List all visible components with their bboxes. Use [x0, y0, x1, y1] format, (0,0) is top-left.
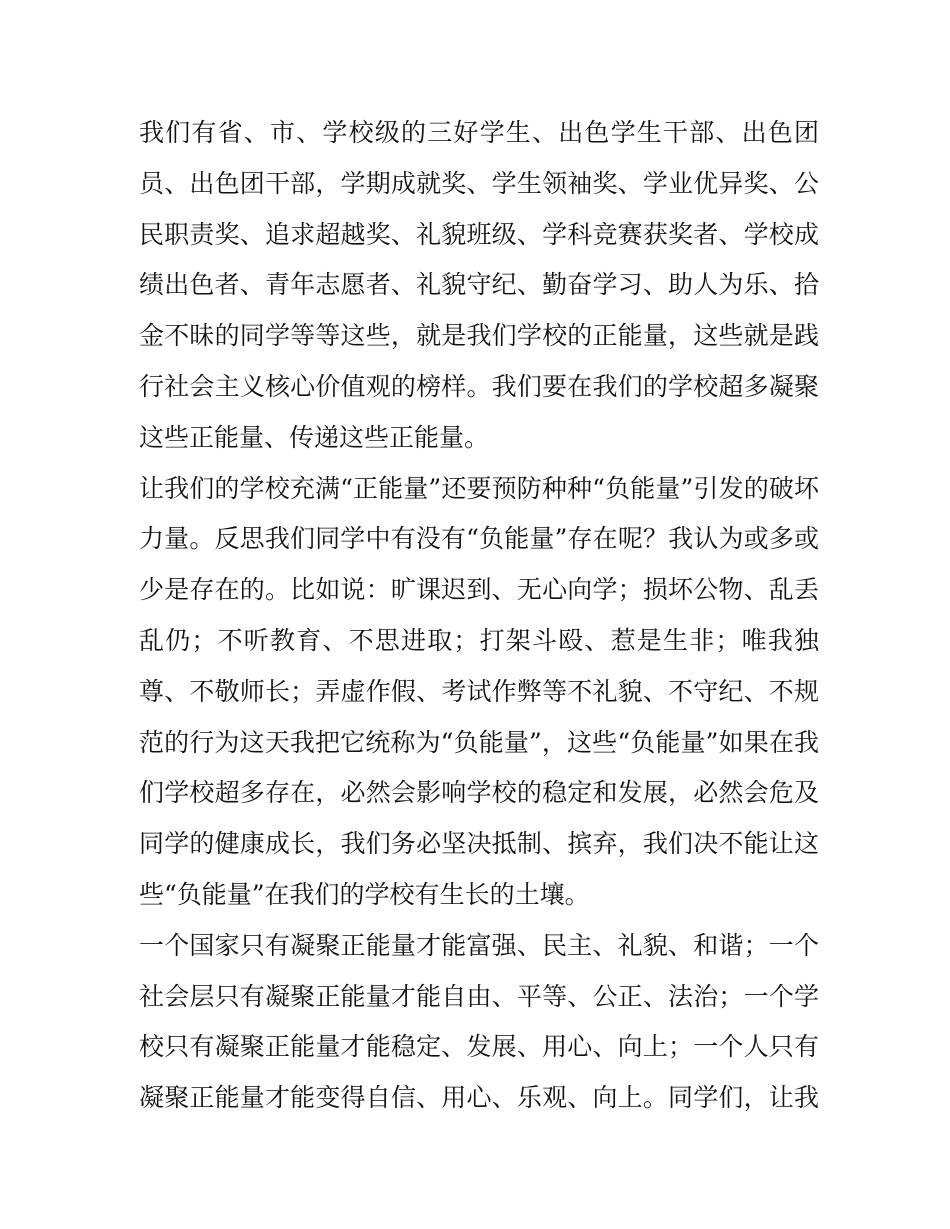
text-line: 金不昧的同学等等这些，就是我们学校的正能量，这些就是践: [139, 321, 819, 351]
text-line: 社会层只有凝聚正能量才能自由、平等、公正、法治；一个学: [139, 981, 819, 1011]
text-line: 一个国家只有凝聚正能量才能富强、民主、礼貌、和谐；一个: [139, 930, 819, 960]
text-line: 民职责奖、追求超越奖、礼貌班级、学科竞赛获奖者、学校成: [139, 219, 819, 249]
text-line: 乱仍；不听教育、不思进取；打架斗殴、惹是生非；唯我独: [139, 625, 819, 655]
text-line: 行社会主义核心价值观的榜样。我们要在我们的学校超多凝聚: [139, 371, 819, 401]
text-line: 们学校超多存在，必然会影响学校的稳定和发展，必然会危及: [139, 778, 819, 808]
text-line: 让我们的学校充满“正能量”还要预防种种“负能量”引发的破坏: [139, 473, 819, 503]
text-line: 些“负能量”在我们的学校有生长的土壤。: [139, 879, 590, 909]
text-line: 力量。反思我们同学中有没有“负能量”存在呢？我认为或多或: [139, 524, 819, 554]
text-line: 凝聚正能量才能变得自信、用心、乐观、向上。同学们，让我: [139, 1083, 819, 1113]
text-line: 员、出色团干部，学期成就奖、学生领袖奖、学业优异奖、公: [139, 168, 819, 198]
text-line: 我们有省、市、学校级的三好学生、出色学生干部、出色团: [139, 118, 819, 147]
text-line: 这些正能量、传递这些正能量。: [139, 422, 490, 452]
paragraph-positive-energy-examples: [139, 108, 819, 464]
text-line: 同学的健康成长，我们务必坚决抵制、摈弃，我们决不能让这: [139, 829, 819, 859]
text-line: 尊、不敬师长；弄虚作假、考试作弊等不礼貌、不守纪、不规: [139, 676, 819, 706]
paragraph-gather-positive-energy: [139, 921, 819, 1124]
document-body: [139, 108, 819, 1124]
text-line: 范的行为这天我把它统称为“负能量”，这些“负能量”如果在我: [139, 727, 819, 757]
text-line: 校只有凝聚正能量才能稳定、发展、用心、向上；一个人只有: [139, 1032, 819, 1062]
paragraph-negative-energy: [139, 464, 819, 921]
text-line: 绩出色者、青年志愿者、礼貌守纪、勤奋学习、助人为乐、拾: [139, 270, 819, 300]
text-line: 少是存在的。比如说：旷课迟到、无心向学；损坏公物、乱丢: [139, 575, 819, 605]
